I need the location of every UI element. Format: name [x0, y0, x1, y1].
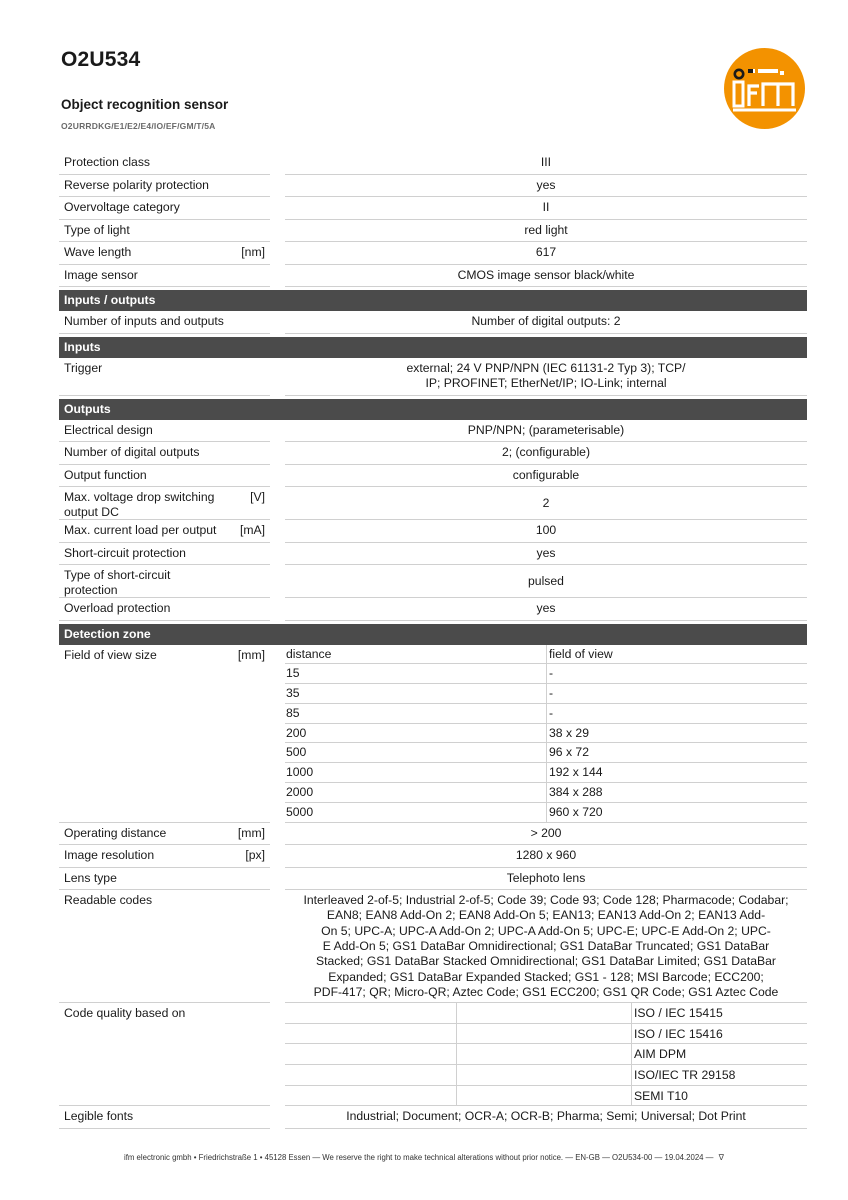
spec-value: > 200 [285, 823, 807, 846]
label-text: Operating distance [64, 825, 167, 840]
unit-text: [mA] [239, 523, 265, 537]
label-text: Number of digital outputs [64, 445, 200, 459]
spec-label [59, 565, 270, 598]
codes-line: E Add-On 5; GS1 DataBar Omnidirectional; GS1 DataBar Truncated; GS1 DataBar [322, 939, 770, 954]
unit-text: [mm] [237, 647, 265, 662]
fov-distance: 500 [285, 743, 547, 762]
label-text: Trigger [64, 360, 103, 375]
spec-value: CMOS image sensor black/white [285, 265, 807, 288]
spec-label [59, 1003, 270, 1106]
fov-field: 192 x 144 [549, 765, 603, 780]
code-quality-item: ISO / IEC 15415 [634, 1006, 723, 1021]
unit-text [261, 155, 265, 172]
article-code: O2URRDKG/E1/E2/E4/IO/EF/GM/T/5A [61, 121, 216, 131]
code-quality-item: SEMI T10 [634, 1088, 688, 1103]
product-subtitle: Object recognition sensor [61, 97, 229, 112]
unit-text: [V] [250, 490, 265, 504]
spec-value: yes [285, 543, 807, 566]
spec-row [59, 311, 807, 334]
label-text: Electrical design [64, 422, 153, 437]
spec-label [59, 311, 270, 334]
product-title: O2U534 [61, 48, 141, 71]
spec-value: 1280 x 960 [285, 845, 807, 868]
codes-line: Expanded; GS1 DataBar Expanded Stacked; GS1 - 128; MSI Barcode; ECC200; [328, 969, 764, 984]
code-quality-item: ISO / IEC 15416 [634, 1026, 723, 1041]
label-text: Legible fonts [64, 1109, 134, 1124]
fov-distance: 35 [285, 684, 547, 703]
spec-row [59, 358, 807, 396]
label-text: Protection class [64, 155, 151, 169]
spec-row [59, 465, 807, 488]
codes-line: Stacked; GS1 DataBar Stacked Omnidirectional; GS1 DataBar Limited; GS1 DataBar [316, 954, 776, 969]
label-text: Image sensor [64, 267, 138, 282]
label-text: Overvoltage category [64, 200, 180, 214]
section-header-io: Inputs / outputs [59, 290, 807, 311]
section-header-outputs: Outputs [59, 399, 807, 420]
value-line: external; 24 V PNP/NPN (IEC 61131-2 Typ 3); TCP/ [406, 361, 686, 375]
spec-label [59, 868, 270, 891]
table-row [285, 763, 807, 783]
fov-table [285, 645, 807, 823]
table-row [285, 724, 807, 744]
fov-distance: 85 [285, 704, 547, 723]
spec-label [59, 487, 270, 520]
spec-row [59, 520, 807, 543]
spec-row [59, 242, 807, 265]
spec-table [59, 152, 807, 1129]
spec-value: PNP/NPN; (parameterisable) [285, 420, 807, 443]
fov-field: - [549, 666, 554, 681]
recycle-icon: ∇ [718, 1153, 724, 1162]
spec-label [59, 598, 270, 621]
spec-value: configurable [285, 465, 807, 488]
spec-label [59, 890, 270, 1003]
spec-row [59, 197, 807, 220]
spec-row [59, 220, 807, 243]
fov-distance: 200 [285, 724, 547, 743]
spec-row [59, 175, 807, 198]
spec-label [59, 152, 270, 175]
codes-line: EAN8; EAN8 Add-On 2; EAN8 Add-On 5; EAN13; EAN13 Add-On 2; EAN13 Add- [326, 908, 766, 923]
table-row [285, 664, 807, 684]
fov-field: 96 x 72 [549, 745, 589, 760]
table-row [285, 743, 807, 763]
label-text: Max. current load per output [64, 523, 217, 537]
fov-head-field: field of view [549, 646, 613, 661]
spec-row [59, 420, 807, 443]
spec-row [59, 868, 807, 891]
label-text: Type of short-circuit protection [64, 568, 171, 597]
table-row [285, 1003, 807, 1024]
fov-distance: 2000 [285, 783, 547, 802]
table-row [285, 803, 807, 823]
page-footer [0, 1153, 848, 1162]
spec-value [285, 358, 807, 396]
fov-field: 384 x 288 [549, 785, 603, 800]
table-row [285, 684, 807, 704]
fov-field: - [549, 705, 554, 720]
spec-label [59, 220, 270, 243]
spec-value: III [285, 152, 807, 175]
ifm-logo-graphic [724, 48, 805, 129]
codes-line: On 5; UPC-A; UPC-A Add-On 2; UPC-A Add-On 5; UPC-E; UPC-E Add-On 2; UPC- [321, 923, 771, 938]
spec-value: yes [285, 598, 807, 621]
code-quality-item: ISO/IEC TR 29158 [634, 1068, 736, 1083]
fov-header-row [285, 645, 807, 665]
spec-label [59, 358, 270, 396]
table-row [285, 1086, 807, 1107]
spec-value: yes [285, 175, 807, 198]
footer-text: ifm electronic gmbh • Friedrichstraße 1 • 45128 Essen — We reserve the right to make technical alterations without prior notice. — EN-GB — O2U534-00 — 19.04.2024 — [123, 1153, 714, 1162]
section-header-detection: Detection zone [59, 624, 807, 645]
table-row [285, 1044, 807, 1065]
code-quality-table [285, 1003, 807, 1106]
readable-codes-list [285, 890, 807, 1003]
value-line: IP; PROFINET; EtherNet/IP; IO-Link; internal [425, 376, 667, 390]
fov-distance: 5000 [285, 803, 547, 822]
spec-row-fov [59, 645, 807, 823]
label-text: Type of light [64, 222, 130, 237]
table-row [285, 704, 807, 724]
spec-value: 2; (configurable) [285, 442, 807, 465]
spec-label [59, 442, 270, 465]
spec-value: red light [285, 220, 807, 243]
unit-text: [nm] [241, 245, 265, 259]
fov-distance: 15 [285, 664, 547, 683]
spec-value: Telephoto lens [285, 868, 807, 891]
spec-label [59, 265, 270, 288]
label-text: Readable codes [64, 893, 153, 908]
spec-label [59, 645, 270, 823]
label-text: Field of view size [64, 647, 157, 662]
spec-row-code-quality [59, 1003, 807, 1106]
label-text: Code quality based on [64, 1006, 186, 1021]
label-text: Short-circuit protection [64, 545, 186, 560]
fov-head-distance: distance [285, 645, 547, 664]
spec-label [59, 543, 270, 566]
spec-row [59, 565, 807, 598]
unit-text [261, 200, 265, 217]
table-row [285, 783, 807, 803]
spec-value: Industrial; Document; OCR-A; OCR-B; Pharma; Semi; Universal; Dot Print [285, 1106, 807, 1129]
spec-label [59, 420, 270, 443]
label-text: Max. voltage drop switching output DC [64, 490, 215, 519]
unit-text [261, 268, 265, 285]
unit-text: [mm] [237, 825, 265, 840]
section-header-inputs: Inputs [59, 337, 807, 358]
spec-row [59, 1106, 807, 1129]
spec-value: Number of digital outputs: 2 [285, 311, 807, 334]
spec-row [59, 598, 807, 621]
label-text: Reverse polarity protection [64, 177, 209, 192]
fov-distance: 1000 [285, 763, 547, 782]
spec-label [59, 465, 270, 488]
spec-value: pulsed [285, 565, 807, 598]
spec-label [59, 823, 270, 846]
code-quality-item: AIM DPM [634, 1047, 687, 1062]
spec-label [59, 845, 270, 868]
unit-text [261, 223, 265, 240]
spec-row-codes [59, 890, 807, 1003]
spec-row [59, 823, 807, 846]
spec-row [59, 152, 807, 175]
spec-row [59, 845, 807, 868]
ifm-logo-icon [724, 48, 805, 129]
spec-row [59, 265, 807, 288]
spec-label [59, 197, 270, 220]
spec-row [59, 543, 807, 566]
label-text: Wave length [64, 245, 132, 259]
label-text: Image resolution [64, 848, 155, 863]
spec-label [59, 242, 270, 265]
codes-line: PDF-417; QR; Micro-QR; Aztec Code; GS1 ECC200; GS1 QR Code; GS1 Aztec Code [313, 984, 779, 999]
table-row [285, 1024, 807, 1045]
table-row [285, 1065, 807, 1086]
spec-value: II [285, 197, 807, 220]
fov-field: 38 x 29 [549, 725, 589, 740]
spec-row [59, 442, 807, 465]
label-text: Number of inputs and outputs [64, 314, 224, 328]
unit-text [261, 178, 265, 195]
label-text: Output function [64, 467, 147, 482]
spec-value: 617 [285, 242, 807, 265]
spec-row [59, 487, 807, 520]
fov-field: - [549, 686, 554, 701]
spec-label [59, 1106, 270, 1129]
spec-value: 2 [285, 487, 807, 520]
spec-value: 100 [285, 520, 807, 543]
unit-text: [px] [245, 848, 265, 863]
label-text: Overload protection [64, 601, 171, 615]
fov-field: 960 x 720 [549, 804, 603, 819]
label-text: Lens type [64, 870, 117, 885]
codes-line: Interleaved 2-of-5; Industrial 2-of-5; Code 39; Code 93; Code 128; Pharmacode; Codabar; [303, 893, 789, 908]
spec-label [59, 520, 270, 543]
spec-label [59, 175, 270, 198]
